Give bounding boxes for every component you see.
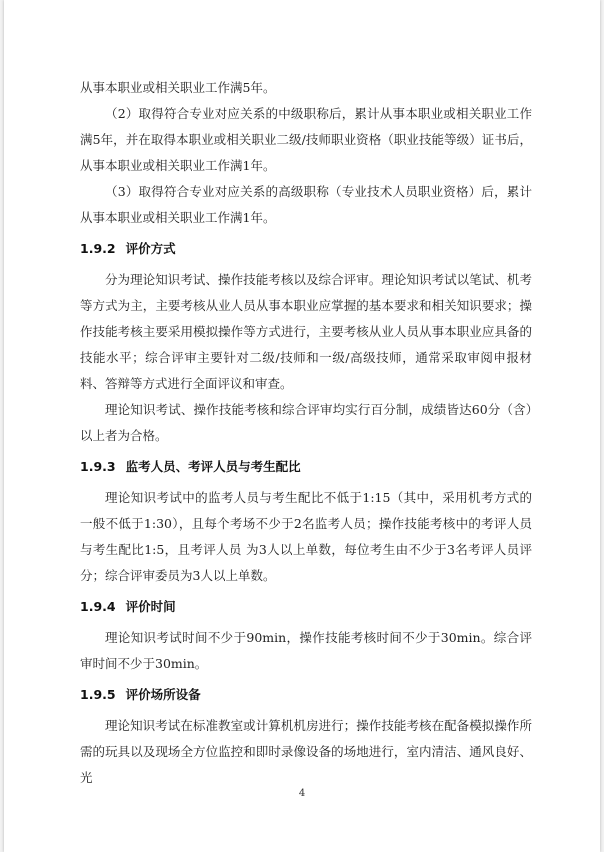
section-heading — [80, 597, 532, 617]
body-paragraph: 理论知识考试在标准教室或计算机机房进行；操作技能考核在配备模拟操作所需的玩具以及现场全方位监控和即时录像设备的场地进行，室内清洁、通风良好、光 — [80, 718, 532, 785]
section-number: 1.9.4 — [80, 599, 116, 614]
section-title: 监考人员、考评人员与考生配比 — [125, 459, 301, 474]
body-paragraph: 从事本职业或相关职业工作满5年。 — [80, 80, 276, 95]
page-number: 4 — [298, 788, 306, 799]
section-number: 1.9.3 — [80, 459, 116, 474]
body-paragraph: （3）取得符合专业对应关系的高级职称（专业技术人员职业资格）后，累计从事本职业或相关职业工作满1年。 — [80, 184, 532, 225]
body-paragraph: 理论知识考试时间不少于90min，操作技能考核时间不少于30min。综合评审时间不少于30min。 — [80, 630, 532, 671]
section-title: 评价方式 — [125, 241, 176, 256]
section-number: 1.9.5 — [80, 687, 116, 702]
section-title: 评价时间 — [125, 599, 176, 614]
section-number: 1.9.2 — [80, 241, 116, 256]
section-heading — [80, 685, 532, 705]
page-content — [80, 75, 532, 791]
document-page — [4, 0, 600, 852]
section-title: 评价场所设备 — [125, 687, 201, 702]
section-heading — [80, 457, 532, 477]
section-heading — [80, 239, 532, 259]
body-paragraph: 理论知识考试、操作技能考核和综合评审均实行百分制，成绩皆达60分（含）以上者为合格。 — [80, 402, 532, 443]
body-paragraph: 分为理论知识考试、操作技能考核以及综合评审。理论知识考试以笔试、机考等方式为主，主要考核从业人员从事本职业应掌握的基本要求和相关知识要求；操作技能考核主要采用模拟操作等方式进行，主要考核从业人员从事本职业应具备的技能水平；综合评审主要针对二级/技师和一级/高级技师，通常采取审阅申报材料、答辩等方式进行全面评议和审查。 — [80, 272, 532, 391]
body-paragraph: 理论知识考试中的监考人员与考生配比不低于1:15（其中，采用机考方式的一般不低于1:30），且每个考场不少于2名监考人员；操作技能考核中的考评人员与考生配比1:5，且考评人员 为3人以上单数，每位考生由不少于3名考评人员评分；综合评审委员为3人以上单数。 — [80, 490, 532, 583]
body-paragraph: （2）取得符合专业对应关系的中级职称后，累计从事本职业或相关职业工作满5年，并在取得本职业或相关职业二级/技师职业资格（职业技能等级）证书后，从事本职业或相关职业工作满1年。 — [80, 106, 532, 173]
